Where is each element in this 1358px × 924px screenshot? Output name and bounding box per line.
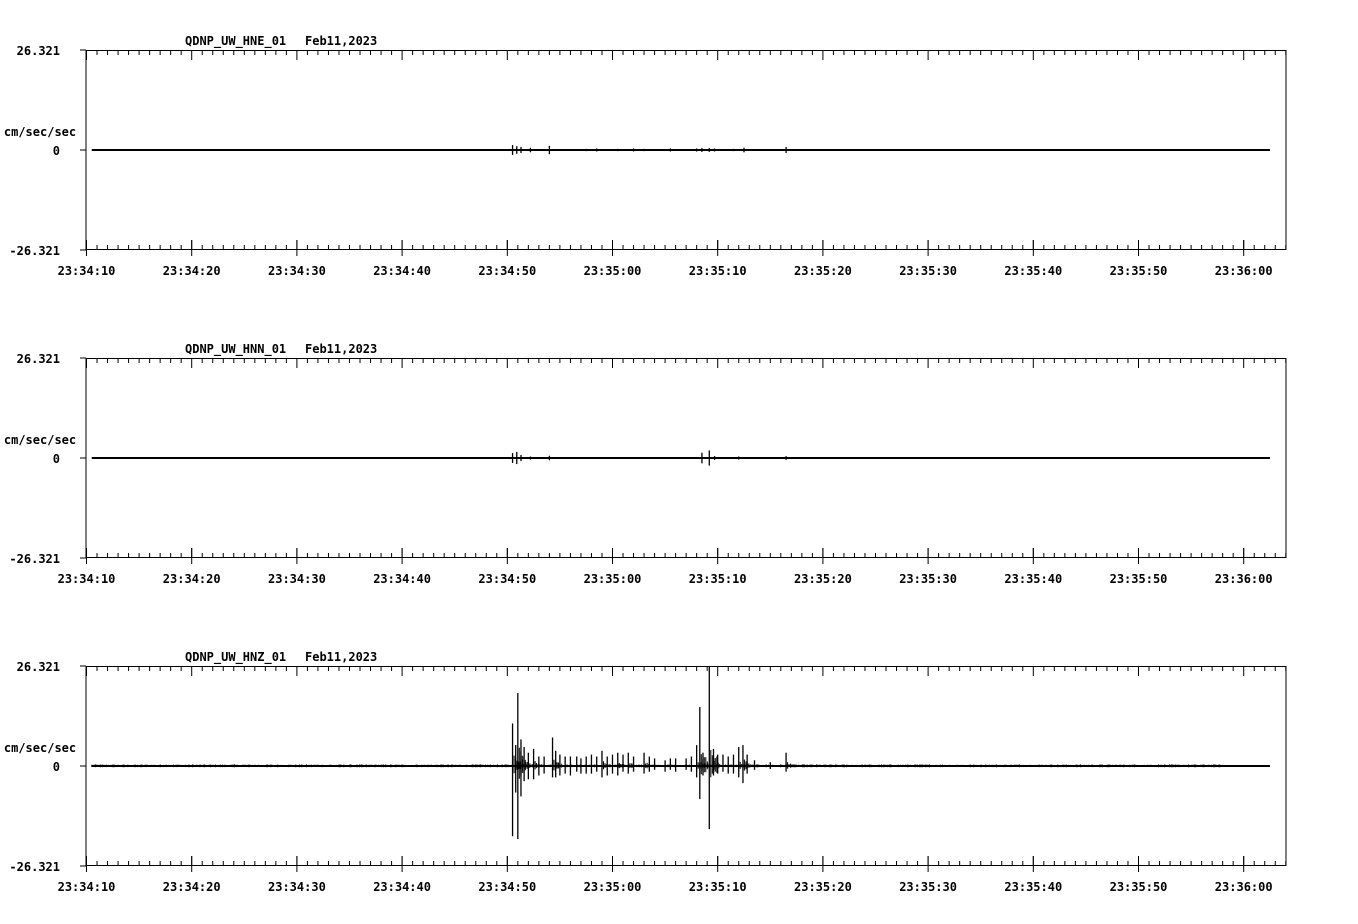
x-tick-label: 23:34:20 [162,572,221,586]
y-tick-label: -26.321 [9,552,60,566]
y-axis-label: cm/sec/sec [3,433,77,447]
x-tick-label: 23:35:30 [899,880,957,894]
y-tick-label: 26.321 [16,44,60,58]
y-axis-label: cm/sec/sec [3,741,77,755]
x-tick-label: 23:34:20 [162,880,221,894]
y-tick-label: 0 [52,760,60,774]
x-tick-label: 23:36:00 [1214,264,1273,278]
x-tick-label: 23:35:20 [794,880,852,894]
x-tick-label: 23:35:40 [1004,264,1063,278]
x-tick-label: 23:35:50 [1109,880,1168,894]
x-tick-label: 23:35:10 [688,572,747,586]
y-tick-label: -26.321 [9,244,60,258]
y-axis-label: cm/sec/sec [3,125,77,139]
seismogram-panel [4,34,1286,278]
x-tick-label: 23:34:30 [268,880,326,894]
x-tick-label: 23:35:00 [583,572,642,586]
x-tick-label: 23:34:40 [373,880,431,894]
x-tick-label: 23:34:30 [268,264,326,278]
x-tick-label: 23:34:30 [268,572,326,586]
seismogram-panel [4,342,1286,586]
x-tick-label: 23:35:40 [1004,572,1063,586]
chart-title: QDNP_UW_HNZ_01 [185,650,287,664]
x-tick-label: 23:35:50 [1109,572,1168,586]
x-tick-label: 23:34:50 [478,264,537,278]
x-tick-label: 23:34:10 [57,880,116,894]
x-tick-label: 23:35:10 [688,264,747,278]
y-tick-label: -26.321 [9,860,60,874]
x-tick-label: 23:35:40 [1004,880,1063,894]
y-tick-label: 26.321 [16,352,60,366]
chart-date: Feb11,2023 [305,34,378,48]
x-tick-label: 23:35:20 [794,264,852,278]
x-tick-label: 23:35:50 [1109,264,1168,278]
x-tick-label: 23:35:30 [899,572,957,586]
chart-title: QDNP_UW_HNN_01 [185,342,287,356]
chart-date: Feb11,2023 [305,650,378,664]
y-tick-label: 0 [52,144,60,158]
x-tick-label: 23:34:40 [373,572,431,586]
x-tick-label: 23:34:20 [162,264,221,278]
seismogram-panel [4,650,1286,894]
chart-title: QDNP_UW_HNE_01 [185,34,287,48]
y-tick-label: 26.321 [16,660,60,674]
chart-date: Feb11,2023 [305,342,378,356]
x-tick-label: 23:36:00 [1214,572,1273,586]
x-tick-label: 23:35:00 [583,264,642,278]
x-tick-label: 23:34:40 [373,264,431,278]
x-tick-label: 23:35:20 [794,572,852,586]
x-tick-label: 23:34:10 [57,264,116,278]
x-tick-label: 23:34:10 [57,572,116,586]
x-tick-label: 23:35:00 [583,880,642,894]
x-tick-label: 23:34:50 [478,572,537,586]
x-tick-label: 23:35:30 [899,264,957,278]
x-tick-label: 23:35:10 [688,880,747,894]
y-tick-label: 0 [52,452,60,466]
x-tick-label: 23:34:50 [478,880,537,894]
x-tick-label: 23:36:00 [1214,880,1273,894]
